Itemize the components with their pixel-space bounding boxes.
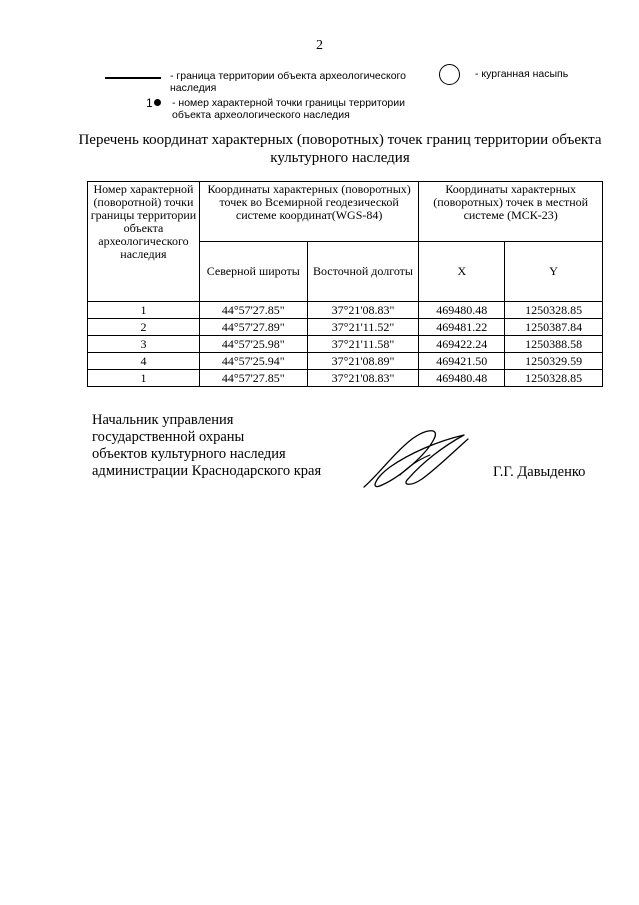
cell-point: 2 xyxy=(88,319,200,336)
cell-lon: 37°21'11.58" xyxy=(307,336,419,353)
signatory-name: Г.Г. Давыденко xyxy=(493,464,586,480)
cell-lon: 37°21'08.83" xyxy=(307,370,419,387)
signatory-line: Начальник управления xyxy=(92,412,234,428)
boundary-line-symbol xyxy=(105,77,161,79)
cell-lat: 44°57'25.94" xyxy=(199,353,307,370)
cell-x: 469422.24 xyxy=(419,336,505,353)
table-row xyxy=(88,353,603,370)
col-header-point-number: Номер характерной (поворотной) точки границы территории объекта археологического наследия xyxy=(88,182,200,302)
cell-lat: 44°57'25.98" xyxy=(199,336,307,353)
cell-lon: 37°21'11.52" xyxy=(307,319,419,336)
cell-lat: 44°57'27.89" xyxy=(199,319,307,336)
table-row xyxy=(88,336,603,353)
col-header-wgs84: Координаты характерных (поворотных) точек во Всемирной геодезической системе координат(WGS-84) xyxy=(199,182,418,242)
cell-lon: 37°21'08.89" xyxy=(307,353,419,370)
col-header-longitude: Восточной долготы xyxy=(307,242,419,302)
signatory-line: администрации Краснодарского края xyxy=(92,463,322,479)
point-marker-symbol xyxy=(146,96,161,110)
page-number: 2 xyxy=(316,38,323,53)
cell-y: 1250329.59 xyxy=(505,353,603,370)
legend-mound-text: - курганная насыпь xyxy=(475,68,569,80)
document-title: Перечень координат характерных (поворотных) точек границ территории объекта культурного наследия xyxy=(78,132,602,166)
cell-y: 1250387.84 xyxy=(505,319,603,336)
legend-boundary-text: - граница территории объекта археологического наследия xyxy=(170,70,406,94)
cell-point: 1 xyxy=(88,302,200,319)
table-row xyxy=(88,319,603,336)
table-row xyxy=(88,302,603,319)
cell-y: 1250328.85 xyxy=(505,370,603,387)
cell-lon: 37°21'08.83" xyxy=(307,302,419,319)
point-marker-number: 1 xyxy=(146,96,153,110)
col-header-msk23: Координаты характерных (поворотных) точек в местной системе (МСК-23) xyxy=(419,182,603,242)
cell-point: 4 xyxy=(88,353,200,370)
cell-x: 469480.48 xyxy=(419,370,505,387)
col-header-y: Y xyxy=(505,242,603,302)
cell-x: 469481.22 xyxy=(419,319,505,336)
cell-lat: 44°57'27.85" xyxy=(199,370,307,387)
coordinates-table xyxy=(87,181,603,387)
cell-x: 469480.48 xyxy=(419,302,505,319)
signatory-line: объектов культурного наследия xyxy=(92,446,286,462)
point-dot-icon xyxy=(154,99,161,106)
handwritten-signature xyxy=(360,425,475,495)
cell-point: 1 xyxy=(88,370,200,387)
cell-y: 1250388.58 xyxy=(505,336,603,353)
col-header-x: X xyxy=(419,242,505,302)
col-header-latitude: Северной широты xyxy=(199,242,307,302)
table-row xyxy=(88,370,603,387)
signatory-title xyxy=(92,412,321,480)
cell-point: 3 xyxy=(88,336,200,353)
signatory-line: государственной охраны xyxy=(92,429,245,445)
cell-y: 1250328.85 xyxy=(505,302,603,319)
mound-circle-icon xyxy=(439,64,460,85)
cell-x: 469421.50 xyxy=(419,353,505,370)
legend-point-text: - номер характерной точки границы территории объекта археологического наследия xyxy=(172,97,405,121)
cell-lat: 44°57'27.85" xyxy=(199,302,307,319)
